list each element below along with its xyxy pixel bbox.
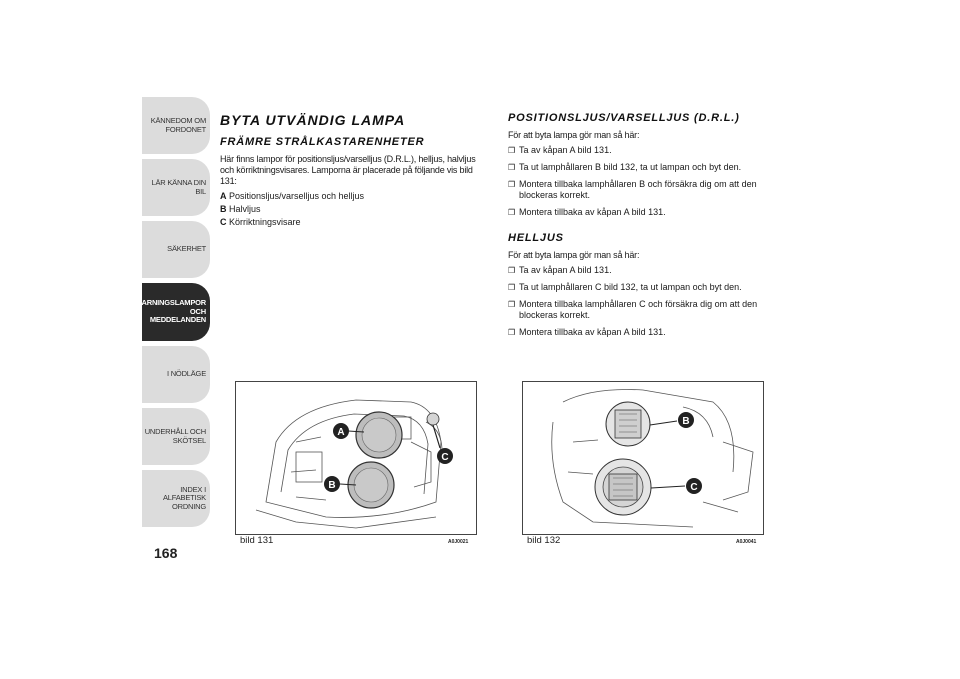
callout-b bbox=[678, 412, 694, 428]
svg-text:C: C bbox=[690, 482, 698, 493]
figure-lampholders-132 bbox=[522, 381, 764, 535]
section-title-position-lights: POSITIONSLJUS/VARSELLJUS (D.R.L.) bbox=[508, 112, 740, 124]
list-item: ❒ Ta av kåpan A bild 131. bbox=[508, 145, 780, 156]
section-title-front-lights: FRÄMRE STRÅLKASTARENHETER bbox=[220, 136, 425, 148]
section1-intro: För att byta lampa gör man så här: bbox=[508, 130, 640, 140]
list-item: ❒ Montera tillbaka av kåpan A bild 131. bbox=[508, 207, 780, 218]
figure-code-131: A0J0021 bbox=[448, 539, 469, 545]
page-title: BYTA UTVÄNDIG LAMPA bbox=[220, 112, 406, 128]
section-title-high-beam: HELLJUS bbox=[508, 232, 564, 244]
svg-text:B: B bbox=[682, 416, 690, 427]
svg-text:C: C bbox=[441, 452, 449, 463]
label-b: B Halvljus bbox=[220, 204, 261, 214]
tab-kannedom[interactable]: KÄNNEDOM OM FORDONET bbox=[142, 97, 210, 154]
list-item: ❒ Montera tillbaka av kåpan A bild 131. bbox=[508, 327, 780, 338]
svg-text:A: A bbox=[337, 427, 345, 438]
headlamp-illustration bbox=[236, 382, 476, 534]
page-number: 168 bbox=[154, 545, 178, 561]
callout-b bbox=[324, 476, 340, 492]
list-item: ❒ Ta ut lamphållaren C bild 132, ta ut lampan och byt den. bbox=[508, 282, 780, 293]
callout-c bbox=[437, 448, 453, 464]
lampholder-illustration bbox=[523, 382, 763, 534]
intro-text: Här finns lampor för positionsljus/varselljus (D.R.L.), helljus, halvljus och körriktningsvisares. Lamporna är placerade på följande vis bild 131: bbox=[220, 154, 476, 186]
figure-headlamp-131 bbox=[235, 381, 477, 535]
left-column bbox=[220, 112, 488, 230]
tab-underhall[interactable]: UNDERHÅLL OCH SKÖTSEL bbox=[142, 408, 210, 465]
tab-index[interactable]: INDEX I ALFABETISK ORDNING bbox=[142, 470, 210, 527]
tab-varningslampor[interactable]: VARNINGSLAMPOR OCH MEDDELANDEN bbox=[142, 283, 210, 341]
figure-caption-132: bild 132 bbox=[527, 535, 561, 546]
figure-code-132: A0J0041 bbox=[736, 539, 757, 545]
svg-text:B: B bbox=[328, 480, 336, 491]
label-a: A Positionsljus/varselljus och helljus bbox=[220, 191, 365, 201]
list-item: ❒ Montera tillbaka lamphållaren C och försäkra dig om att den blockeras korrekt. bbox=[508, 299, 780, 321]
label-c: C Körriktningsvisare bbox=[220, 217, 301, 227]
tab-lar-kanna[interactable]: LÄR KÄNNA DIN BIL bbox=[142, 159, 210, 216]
figure-caption-131: bild 131 bbox=[240, 535, 274, 546]
list-item: ❒ Ta av kåpan A bild 131. bbox=[508, 265, 780, 276]
section2-intro: För att byta lampa gör man så här: bbox=[508, 250, 640, 260]
callout-c bbox=[686, 478, 702, 494]
list-item: ❒ Ta ut lamphållaren B bild 132, ta ut lampan och byt den. bbox=[508, 162, 780, 173]
list-item: ❒ Montera tillbaka lamphållaren B och försäkra dig om att den blockeras korrekt. bbox=[508, 179, 780, 201]
tab-sakerhet[interactable]: SÄKERHET bbox=[142, 221, 210, 278]
right-column bbox=[508, 112, 780, 344]
callout-a bbox=[333, 423, 349, 439]
chapter-sidebar bbox=[137, 97, 210, 532]
tab-i-nodlage[interactable]: I NÖDLÄGE bbox=[142, 346, 210, 403]
